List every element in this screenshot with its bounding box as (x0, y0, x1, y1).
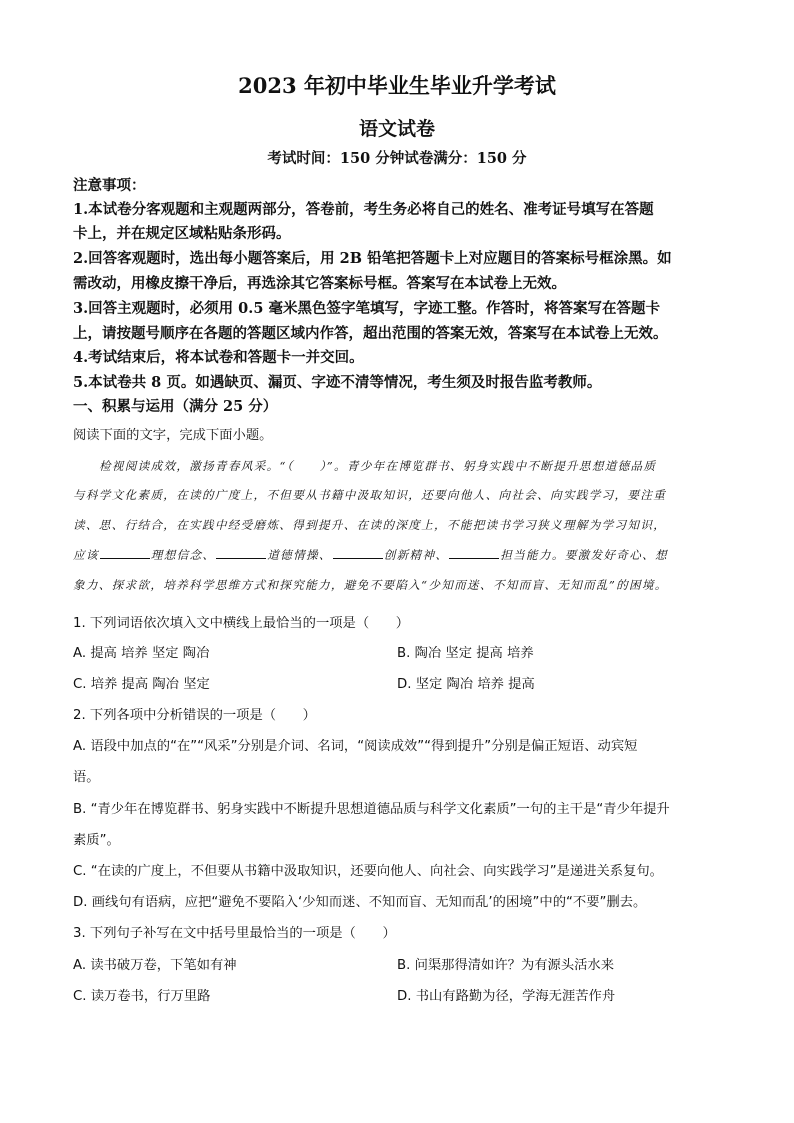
q3-stem: 3. 下列句子补写在文中括号里最恰当的一项是（ ） (73, 926, 396, 941)
passage-line-blanks (73, 547, 668, 563)
blank-4 (449, 547, 499, 559)
blank-1 (100, 547, 150, 559)
q2-option-b-cont: 素质”。 (73, 833, 120, 848)
blank-3 (333, 547, 383, 559)
q3-option-b: B. 问渠那得清如许？为有源头活水来 (397, 958, 615, 973)
notes-heading: 注意事项： (73, 177, 146, 194)
exam-info: 考试时间：150 分钟试卷满分：150 分 (267, 150, 527, 167)
q2-option-b: B. “青少年在博览群书、躬身实践中不断提升思想道德品质与科学文化素质”一句的主干是“青少年提升 (73, 802, 670, 817)
passage-line: 读、思、行结合，在实践中经受磨炼、得到提升、在读的深度上，不能把读书学习狭义理解为学习知识， (73, 518, 667, 532)
passage-text: 道德情操、 (267, 548, 332, 562)
q1-stem: 1. 下列词语依次填入文中横线上最恰当的一项是（ ） (73, 616, 410, 631)
note-line: 5.本试卷共 8 页。如遇缺页、漏页、字迹不清等情况，考生须及时报告监考教师。 (73, 374, 602, 391)
blank-2 (216, 547, 266, 559)
section-instruction: 阅读下面的文字，完成下面小题。 (73, 428, 273, 443)
passage-line: 象力、探求欲，培养科学思维方式和探究能力，避免不要陷入“少知而迷、不知而盲、无知而乱”的困境。 (73, 578, 668, 592)
note-line: 需改动，用橡皮擦干净后，再选涂其它答案标号框。答案写在本试卷上无效。 (73, 275, 566, 292)
q2-option-d: D. 画线句有语病，应把“避免不要陷入‘少知而迷、不知而盲、无知而乱’的困境”中的“不要”删去。 (73, 895, 647, 910)
q2-option-c: C. “在读的广度上，不但要从书籍中汲取知识，还要向他人、向社会、向实践学习”是递进关系复句。 (73, 864, 663, 879)
note-line: 上，请按题号顺序在各题的答题区域内作答，超出范围的答案无效，答案写在本试卷上无效。 (73, 325, 668, 342)
passage-line: 检视阅读成效，激扬青春风采。“（ ）”。青少年在博览群书、躬身实践中不断提升思想道德品质 (99, 459, 657, 473)
note-line: 卡上，并在规定区域粘贴条形码。 (73, 225, 291, 242)
q1-option-b: B. 陶冶 坚定 提高 培养 (397, 646, 534, 661)
q3-option-c: C. 读万卷书，行万里路 (73, 989, 211, 1004)
section-heading: 一、积累与运用（满分 25 分） (73, 398, 278, 415)
note-line: 3.回答主观题时，必须用 0.5 毫米黑色签字笔填写，字迹工整。作答时，将答案写在答题卡 (73, 300, 660, 317)
passage-text: 应该 (73, 548, 99, 562)
q1-option-a: A. 提高 培养 坚定 陶冶 (73, 646, 210, 661)
passage-text: 创新精神、 (383, 548, 449, 562)
note-line: 1.本试卷分客观题和主观题两部分，答卷前，考生务必将自己的姓名、准考证号填写在答题 (73, 201, 654, 218)
q2-option-a-cont: 语。 (73, 770, 100, 785)
q2-option-a: A. 语段中加点的“在”“风采”分别是介词、名词，“阅读成效”“得到提升”分别是偏正短语、动宾短 (73, 739, 638, 754)
note-line: 2.回答客观题时，选出每小题答案后，用 2B 铅笔把答题卡上对应题目的答案标号框涂黑。如 (73, 250, 672, 267)
q1-option-d: D. 坚定 陶冶 培养 提高 (397, 677, 535, 692)
passage-text: 理想信念、 (150, 548, 216, 562)
subject-title: 语文试卷 (358, 118, 435, 140)
q3-option-d: D. 书山有路勤为径，学海无涯苦作舟 (397, 989, 616, 1004)
exam-title: 2023 年初中毕业生毕业升学考试 (238, 73, 556, 98)
passage-line: 与科学文化素质，在读的广度上，不但要从书籍中汲取知识，还要向他人、向社会、向实践学习，要注重 (73, 488, 667, 502)
passage-text: 担当能力。要激发好奇心、想 (500, 548, 668, 562)
q2-stem: 2. 下列各项中分析错误的一项是（ ） (73, 708, 316, 723)
q3-option-a: A. 读书破万卷，下笔如有神 (73, 958, 237, 973)
q1-option-c: C. 培养 提高 陶冶 坚定 (73, 677, 210, 692)
note-line: 4.考试结束后，将本试卷和答题卡一并交回。 (73, 349, 364, 366)
